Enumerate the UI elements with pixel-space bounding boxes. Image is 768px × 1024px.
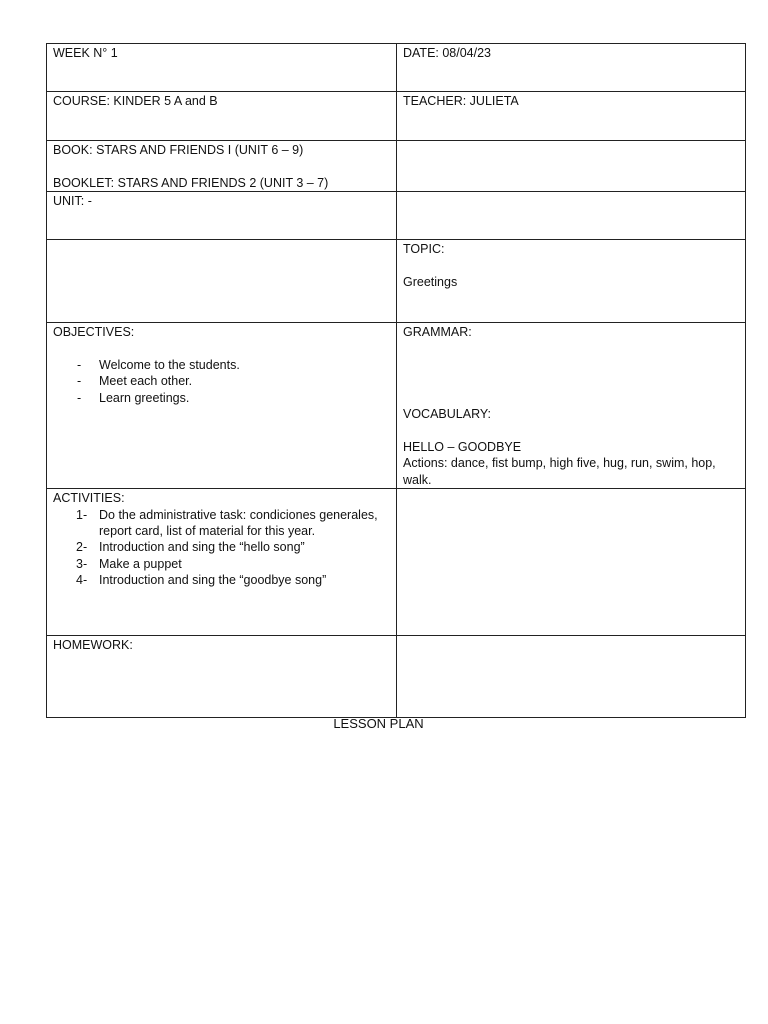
vocabulary-actions: Actions: dance, fist bump, high five, hug, run, swim, hop, walk.	[403, 456, 716, 487]
grammar-vocabulary-cell	[397, 323, 746, 489]
activities-list	[53, 507, 390, 589]
list-item	[53, 539, 390, 555]
course-cell	[47, 92, 397, 141]
item-number: 2-	[76, 540, 88, 555]
date-text: DATE: 08/04/23	[403, 46, 492, 60]
topic-label: TOPIC:	[403, 242, 445, 257]
teacher-text: TEACHER: JULIETA	[403, 94, 519, 108]
activities-cell	[47, 489, 397, 636]
item-text: Do the administrative task: condiciones generales, report card, list of material for this year.	[99, 507, 378, 538]
booklet-text: BOOKLET: STARS AND FRIENDS 2 (UNIT 3 – 7)	[53, 175, 329, 190]
list-item: - Welcome to the students.	[53, 357, 390, 373]
vocabulary-words: HELLO – GOODBYE	[403, 439, 522, 454]
item-text: Introduction and sing the “goodbye song”	[99, 573, 327, 588]
book-text: BOOK: STARS AND FRIENDS I (UNIT 6 – 9)	[53, 143, 304, 157]
objectives-list	[53, 357, 390, 406]
books-right-empty-cell	[397, 141, 746, 192]
topic-value: Greetings	[403, 275, 458, 289]
lesson-plan-sheet	[46, 43, 745, 718]
course-text: COURSE: KINDER 5 A and B	[53, 94, 218, 108]
week-cell	[47, 44, 397, 92]
objectives-cell	[47, 323, 397, 489]
activities-label: ACTIVITIES:	[53, 491, 125, 506]
item-number: 4-	[76, 573, 88, 588]
unit-text: UNIT: -	[53, 194, 92, 209]
list-item	[53, 572, 390, 588]
lesson-plan-caption: LESSON PLAN	[333, 716, 424, 731]
topic-left-empty-cell	[47, 240, 397, 323]
date-cell	[397, 44, 746, 92]
vocabulary-label: VOCABULARY:	[403, 407, 492, 422]
objectives-label: OBJECTIVES:	[53, 325, 135, 340]
unit-right-empty-cell	[397, 192, 746, 240]
item-text: Make a puppet	[99, 556, 182, 571]
item-number: 3-	[76, 556, 88, 571]
grammar-label: GRAMMAR:	[403, 325, 472, 340]
week-text: WEEK N° 1	[53, 46, 118, 60]
lesson-plan-table	[46, 43, 746, 718]
list-item: - Meet each other.	[53, 373, 390, 389]
homework-cell	[47, 636, 397, 718]
homework-right-empty-cell	[397, 636, 746, 718]
books-cell	[47, 141, 397, 192]
teacher-cell	[397, 92, 746, 141]
item-text: Introduction and sing the “hello song”	[99, 540, 305, 555]
activities-right-empty-cell	[397, 489, 746, 636]
homework-label: HOMEWORK:	[53, 638, 133, 653]
item-number: 1-	[76, 507, 88, 522]
list-item	[53, 507, 390, 540]
list-item: - Learn greetings.	[53, 390, 390, 406]
unit-cell	[47, 192, 397, 240]
list-item	[53, 556, 390, 572]
topic-cell	[397, 240, 746, 323]
